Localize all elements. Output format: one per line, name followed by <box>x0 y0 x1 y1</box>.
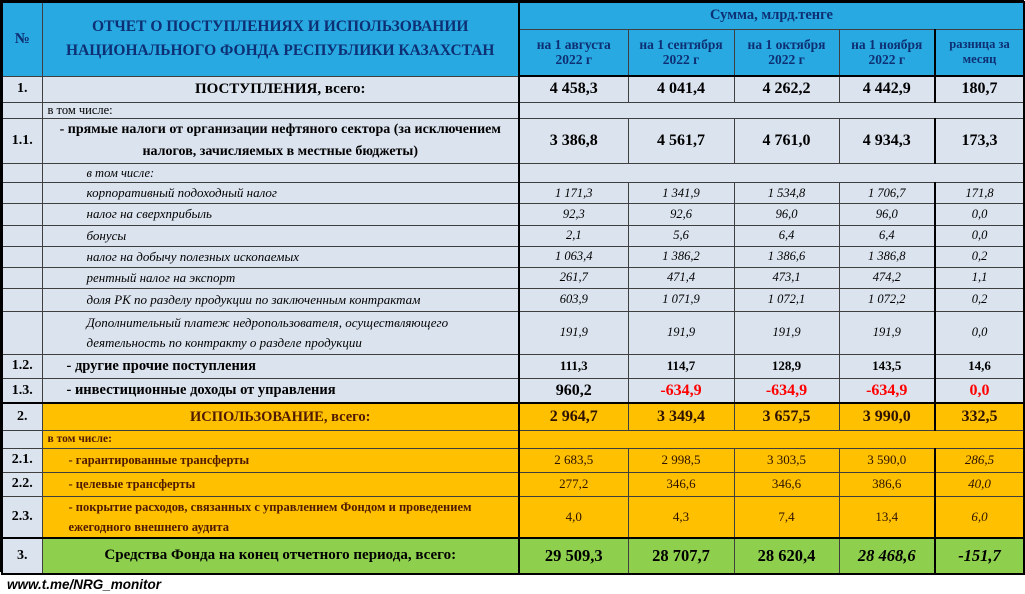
value-cell: 0,0 <box>935 311 1024 354</box>
row-number: 2.3. <box>2 496 42 538</box>
table-row <box>2 164 1024 183</box>
row-number: 1. <box>2 76 42 102</box>
value-cell: 473,1 <box>734 267 839 288</box>
value-cell: 1 341,9 <box>628 183 734 204</box>
table-row <box>2 403 1024 430</box>
row-label: налог на сверхприбыль <box>42 204 519 225</box>
value-cell: 1 386,2 <box>628 246 734 267</box>
value-cell: 332,5 <box>935 403 1024 430</box>
value-cell: 92,6 <box>628 204 734 225</box>
table-row <box>2 76 1024 102</box>
value-cell: 28 620,4 <box>734 538 839 574</box>
value-cell: 1 706,7 <box>839 183 935 204</box>
value-cell: 191,9 <box>519 311 628 354</box>
value-cell: 1 072,2 <box>839 288 935 311</box>
table-row <box>2 225 1024 246</box>
value-cell: -634,9 <box>839 378 935 403</box>
value-cell: -151,7 <box>935 538 1024 574</box>
value-cell: 6,4 <box>839 225 935 246</box>
value-cell: 6,4 <box>734 225 839 246</box>
table-row <box>2 311 1024 354</box>
row-number: 2.1. <box>2 448 42 472</box>
value-cell: 4,3 <box>628 496 734 538</box>
value-cell: 191,9 <box>839 311 935 354</box>
row-label: Средства Фонда на конец отчетного периода, всего: <box>42 538 519 574</box>
value-cell: 4 262,2 <box>734 76 839 102</box>
value-cell: 3 386,8 <box>519 118 628 164</box>
value-cell: 4 442,9 <box>839 76 935 102</box>
value-cell: 2 964,7 <box>519 403 628 430</box>
table-row <box>2 118 1024 164</box>
column-header-october: на 1 октября 2022 г <box>734 29 839 76</box>
value-cell: 346,6 <box>734 472 839 496</box>
value-cell: 3 657,5 <box>734 403 839 430</box>
value-cell: 180,7 <box>935 76 1024 102</box>
column-header-september: на 1 сентября 2022 г <box>628 29 734 76</box>
value-cell: 2 998,5 <box>628 448 734 472</box>
row-label: ИСПОЛЬЗОВАНИЕ, всего: <box>42 403 519 430</box>
column-header-august: на 1 августа 2022 г <box>519 29 628 76</box>
value-cell: 603,9 <box>519 288 628 311</box>
number-column-header: № <box>2 2 42 76</box>
row-label: - гарантированные трансферты <box>42 448 519 472</box>
value-cell: 28 468,6 <box>839 538 935 574</box>
telegram-link[interactable]: www.t.me/NRG_monitor <box>7 576 162 592</box>
row-number: 1.1. <box>2 118 42 164</box>
value-cell: 1 072,1 <box>734 288 839 311</box>
value-cell: 4 561,7 <box>628 118 734 164</box>
value-cell: 4 934,3 <box>839 118 935 164</box>
row-number <box>2 164 42 183</box>
sum-units-header: Сумма, млрд.тенге <box>519 2 1024 29</box>
value-cell: 960,2 <box>519 378 628 403</box>
value-cell: 1 171,3 <box>519 183 628 204</box>
value-cell: 1 386,6 <box>734 246 839 267</box>
row-label: в том числе: <box>42 102 519 118</box>
value-cell: 40,0 <box>935 472 1024 496</box>
value-cell: 0,0 <box>935 378 1024 403</box>
row-number <box>2 267 42 288</box>
value-cell: 3 349,4 <box>628 403 734 430</box>
row-number: 1.3. <box>2 378 42 403</box>
value-cell: 143,5 <box>839 354 935 378</box>
value-cell: 4 041,4 <box>628 76 734 102</box>
value-cell: 4,0 <box>519 496 628 538</box>
row-number <box>2 204 42 225</box>
table-row <box>2 102 1024 118</box>
value-cell: -634,9 <box>628 378 734 403</box>
value-cell: 92,3 <box>519 204 628 225</box>
row-number <box>2 102 42 118</box>
table-row <box>2 538 1024 574</box>
value-cell: 4 761,0 <box>734 118 839 164</box>
table-header <box>2 2 1024 76</box>
value-cell: 2,1 <box>519 225 628 246</box>
row-number: 2. <box>2 403 42 430</box>
value-cell: 191,9 <box>628 311 734 354</box>
table-row <box>2 246 1024 267</box>
value-cell: 128,9 <box>734 354 839 378</box>
row-label: - инвестиционные доходы от управления <box>42 378 519 403</box>
value-cell: 286,5 <box>935 448 1024 472</box>
value-cell: 114,7 <box>628 354 734 378</box>
value-cell: 7,4 <box>734 496 839 538</box>
value-cell: 346,6 <box>628 472 734 496</box>
value-cell: 0,0 <box>935 204 1024 225</box>
table-row <box>2 448 1024 472</box>
value-cell: 1,1 <box>935 267 1024 288</box>
value-cell: 5,6 <box>628 225 734 246</box>
row-label: - другие прочие поступления <box>42 354 519 378</box>
value-cell: 4 458,3 <box>519 76 628 102</box>
empty-values-cell <box>519 164 1024 183</box>
value-cell: 3 590,0 <box>839 448 935 472</box>
value-cell: 14,6 <box>935 354 1024 378</box>
value-cell: 111,3 <box>519 354 628 378</box>
value-cell: 96,0 <box>734 204 839 225</box>
row-label: - прямые налоги от организации нефтяного сектора (за исключением налогов, зачисляемых в местные бюджеты) <box>42 118 519 164</box>
value-cell: 3 990,0 <box>839 403 935 430</box>
row-label: - покрытие расходов, связанных с управлением Фондом и проведением ежегодного внешнего аудита <box>42 496 519 538</box>
value-cell: 191,9 <box>734 311 839 354</box>
row-label: корпоративный подоходный налог <box>42 183 519 204</box>
value-cell: -634,9 <box>734 378 839 403</box>
value-cell: 96,0 <box>839 204 935 225</box>
value-cell: 1 071,9 <box>628 288 734 311</box>
row-number <box>2 311 42 354</box>
table-row <box>2 354 1024 378</box>
table-row <box>2 496 1024 538</box>
row-label: в том числе: <box>42 430 519 448</box>
row-label: Дополнительный платеж недропользователя, осуществляющего деятельность по контракту о разделе продукции <box>42 311 519 354</box>
value-cell: 474,2 <box>839 267 935 288</box>
value-cell: 173,3 <box>935 118 1024 164</box>
row-label: бонусы <box>42 225 519 246</box>
table-row <box>2 288 1024 311</box>
row-number: 3. <box>2 538 42 574</box>
row-label: в том числе: <box>42 164 519 183</box>
value-cell: 29 509,3 <box>519 538 628 574</box>
report-title: ОТЧЕТ О ПОСТУПЛЕНИЯХ И ИСПОЛЬЗОВАНИИ НАЦИОНАЛЬНОГО ФОНДА РЕСПУБЛИКИ КАЗАХСТАН <box>42 2 519 76</box>
column-header-month-difference: разница за месяц <box>935 29 1024 76</box>
column-header-november: на 1 ноября 2022 г <box>839 29 935 76</box>
row-label: налог на добычу полезных ископаемых <box>42 246 519 267</box>
row-label: доля РК по разделу продукции по заключенным контрактам <box>42 288 519 311</box>
value-cell: 0,0 <box>935 225 1024 246</box>
value-cell: 277,2 <box>519 472 628 496</box>
row-label: - целевые трансферты <box>42 472 519 496</box>
fund-report-table <box>1 1 1025 575</box>
row-number <box>2 183 42 204</box>
value-cell: 1 386,8 <box>839 246 935 267</box>
table-row <box>2 183 1024 204</box>
row-number <box>2 288 42 311</box>
value-cell: 1 063,4 <box>519 246 628 267</box>
value-cell: 0,2 <box>935 246 1024 267</box>
row-label: рентный налог на экспорт <box>42 267 519 288</box>
value-cell: 171,8 <box>935 183 1024 204</box>
table-row <box>2 430 1024 448</box>
row-label: ПОСТУПЛЕНИЯ, всего: <box>42 76 519 102</box>
footer-bar <box>1 575 1023 594</box>
table-row <box>2 267 1024 288</box>
value-cell: 13,4 <box>839 496 935 538</box>
row-number: 2.2. <box>2 472 42 496</box>
value-cell: 471,4 <box>628 267 734 288</box>
value-cell: 3 303,5 <box>734 448 839 472</box>
value-cell: 6,0 <box>935 496 1024 538</box>
value-cell: 28 707,7 <box>628 538 734 574</box>
row-number: 1.2. <box>2 354 42 378</box>
value-cell: 386,6 <box>839 472 935 496</box>
empty-values-cell <box>519 430 1024 448</box>
value-cell: 2 683,5 <box>519 448 628 472</box>
value-cell: 261,7 <box>519 267 628 288</box>
table-row <box>2 472 1024 496</box>
row-number <box>2 225 42 246</box>
value-cell: 1 534,8 <box>734 183 839 204</box>
row-number <box>2 246 42 267</box>
table-body <box>2 76 1024 574</box>
table-row <box>2 378 1024 403</box>
table-row <box>2 204 1024 225</box>
empty-values-cell <box>519 102 1024 118</box>
row-number <box>2 430 42 448</box>
value-cell: 0,2 <box>935 288 1024 311</box>
